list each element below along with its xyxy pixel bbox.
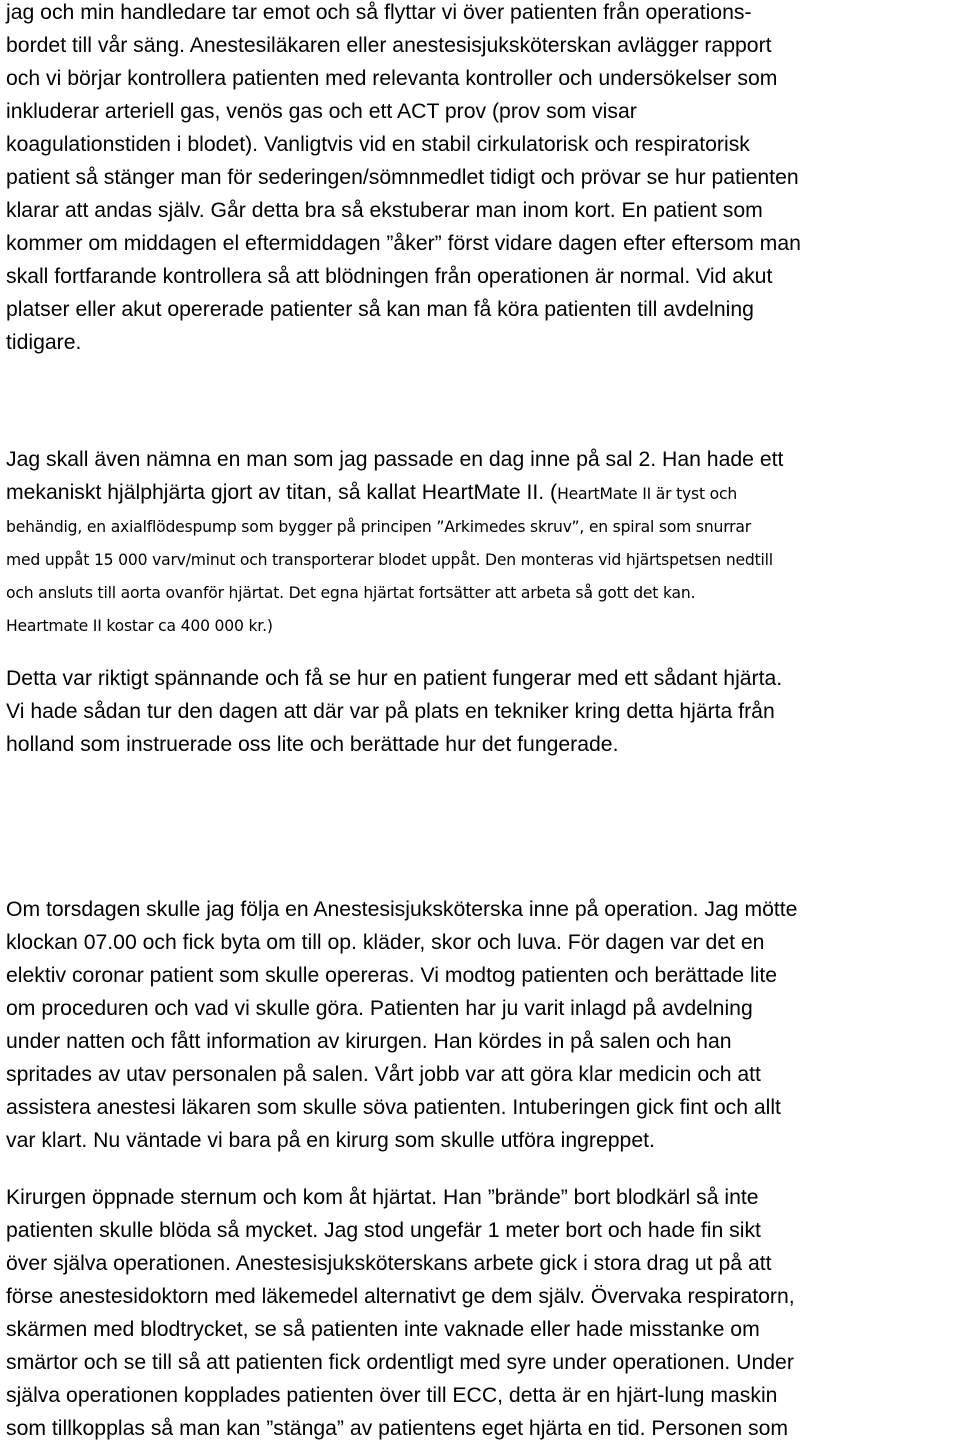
paragraph-exciting-visit [6,662,958,761]
text-aside: med uppåt 15 000 varv/minut och transporterar blodet uppåt. Den monteras vid hjärtspetsen nedtill [6,551,773,569]
text-line: holland som instruerade oss lite och berättade hur det fungerade. [6,733,619,756]
text-line: som tillkopplas så man kan ”stänga” av patientens eget hjärta en tid. Personen som [6,1417,789,1440]
text-line: elektiv coronar patient som skulle opereras. Vi modtog patienten och berättade lite [6,964,778,987]
text-line: skall fortfarande kontrollera så att blödningen från operationen är normal. Vid akut [6,265,773,288]
text-line: om proceduren och vad vi skulle göra. Patienten har ju varit inlagd på avdelning [6,997,753,1020]
text-line: var klart. Nu väntade vi bara på en kirurg som skulle utföra ingreppet. [6,1129,655,1152]
text-line [6,575,958,608]
text-line [6,509,958,542]
text-line: och vi börjar kontrollera patienten med relevanta kontroller och undersökelser som [6,67,778,90]
text-main: mekaniskt hjälphjärta gjort av titan, så kallat HeartMate II. ( [6,481,558,504]
text-line: smärtor och se till så att patienten fick ordentligt med syre under operationen. Under [6,1351,794,1374]
text-line: assistera anestesi läkaren som skulle söva patienten. Intuberingen gick fint och allt [6,1096,781,1119]
text-line: Kirurgen öppnade sternum och kom åt hjärtat. Han ”brände” bort blodkärl så inte [6,1186,759,1209]
text-line: klarar att andas själv. Går detta bra så ekstuberar man inom kort. En patient som [6,199,763,222]
text-line: patienten skulle blöda så mycket. Jag stod ungefär 1 meter bort och hade fin sikt [6,1219,761,1242]
text-line: klockan 07.00 och fick byta om till op. kläder, skor och luva. För dagen var det en [6,931,765,954]
text-line: Om torsdagen skulle jag följa en Anestesisjuksköterska inne på operation. Jag mötte [6,898,798,921]
text-line: jag och min handledare tar emot och så flyttar vi över patienten från operations- [6,1,752,24]
text-line: skärmen med blodtrycket, se så patienten inte vaknade eller hade misstanke om [6,1318,760,1341]
paragraph-heartmate [6,443,958,641]
text-line: över själva operationen. Anestesisjuksköterskans arbete gick i stora drag ut på att [6,1252,772,1275]
text-line: inkluderar arteriell gas, venös gas och ett ACT prov (prov som visar [6,100,637,123]
text-line: patient så stänger man för sederingen/sömnmedlet tidigt och prövar se hur patienten [6,166,799,189]
text-line [6,542,958,575]
paragraph-postop-care [6,0,958,359]
text-line: spritades av utav personalen på salen. Vårt jobb var att göra klar medicin och att [6,1063,761,1086]
text-aside: behändig, en axialflödespump som bygger på principen ”Arkimedes skruv”, en spiral som snurrar [6,518,751,536]
paragraph-surgery [6,1181,958,1445]
text-line: bordet till vår säng. Anestesiläkaren eller anestesisjuksköterskan avlägger rapport [6,34,772,57]
text-line [6,443,958,476]
text-line: Detta var riktigt spännande och få se hur en patient fungerar med ett sådant hjärta. [6,667,783,690]
paragraph-thursday [6,893,958,1157]
text-line: tidigare. [6,331,82,354]
text-line [6,608,958,641]
text-aside: och ansluts till aorta ovanför hjärtat. Det egna hjärtat fortsätter att arbeta så gott det kan. [6,584,696,602]
text-line: kommer om middagen el eftermiddagen ”åker” först vidare dagen efter eftersom man [6,232,801,255]
text-aside: Heartmate II kostar ca 400 000 kr.) [6,617,273,635]
text-line: förse anestesidoktorn med läkemedel alternativt ge dem själv. Övervaka respiratorn, [6,1285,795,1308]
text-line: Vi hade sådan tur den dagen att där var på plats en tekniker kring detta hjärta från [6,700,775,723]
text-line: under natten och fått information av kirurgen. Han kördes in på salen och han [6,1030,732,1053]
text-line: platser eller akut opererade patienter så kan man få köra patienten till avdelning [6,298,754,321]
text-line: själva operationen kopplades patienten över till ECC, detta är en hjärt-lung maskin [6,1384,778,1407]
text-line: koagulationstiden i blodet). Vanligtvis vid en stabil cirkulatorisk och respiratorisk [6,133,750,156]
text-main: Jag skall även nämna en man som jag passade en dag inne på sal 2. Han hade ett [6,448,784,471]
text-line [6,476,958,509]
text-aside: HeartMate II är tyst och [557,485,738,503]
